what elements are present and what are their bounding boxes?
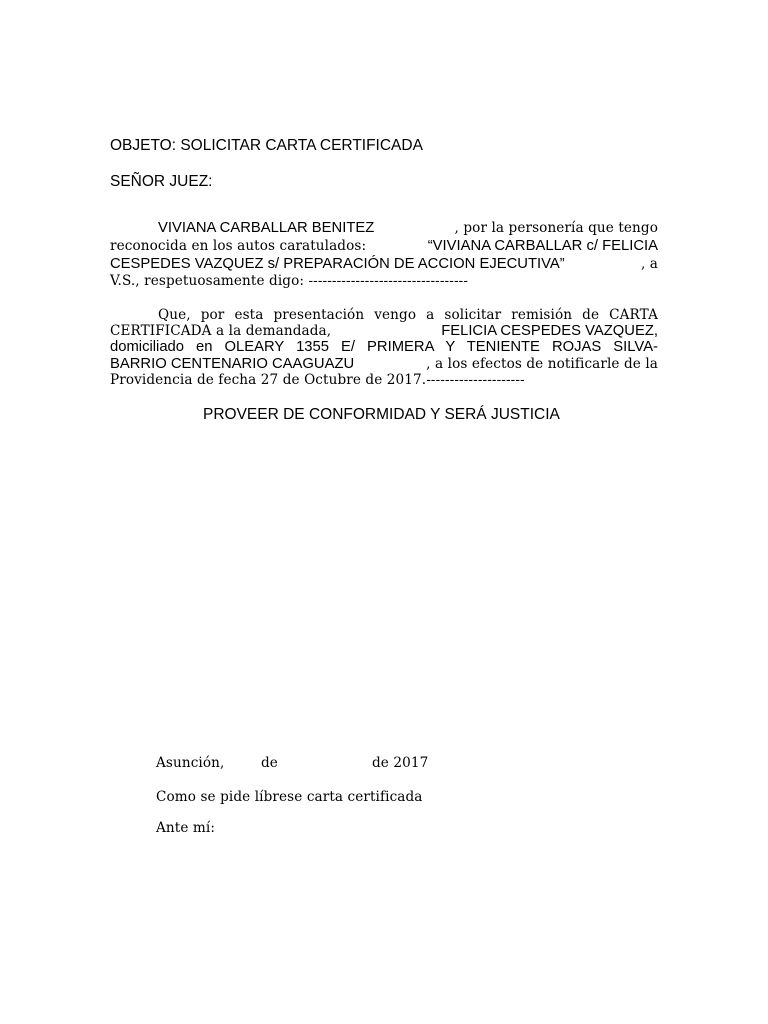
para1-line2	[110, 238, 658, 254]
para2-text-2: CERTIFICADA a la demandada,	[110, 323, 332, 339]
case-title-b: CESPEDES VAZQUEZ s/ PREPARACIÓN DE ACCION EJECUTIVA”	[110, 256, 565, 272]
subject-line: OBJETO: SOLICITAR CARTA CERTIFICADA	[110, 137, 423, 154]
date-year: de 2017	[372, 755, 429, 771]
para1-line3	[110, 256, 658, 272]
para2-text-4: Providencia de fecha 27 de Octubre de 2017.---------------------	[110, 372, 525, 388]
defendant-address-b: BARRIO CENTENARIO CAAGUAZU	[110, 356, 355, 372]
para1-line1	[158, 220, 658, 236]
closing-line: PROVEER DE CONFORMIDAD Y SERÁ JUSTICIA	[203, 406, 560, 423]
para1-text-2: reconocida en los autos caratulados:	[110, 238, 367, 254]
para1-text-4: V.S., respetuosamente digo: ----------------------------------	[110, 273, 469, 289]
petitioner-name: VIVIANA CARBALLAR BENITEZ	[158, 220, 375, 236]
date-place: Asunción,	[156, 755, 225, 771]
case-title-a: “VIVIANA CARBALLAR c/ FELICIA	[427, 238, 658, 254]
date-de: de	[261, 755, 278, 771]
para1-text-3: , a	[640, 256, 658, 272]
defendant-name: FELICIA CESPEDES VAZQUEZ,	[441, 323, 658, 339]
ante-mi: Ante mí:	[156, 820, 216, 836]
para2-line4	[110, 356, 658, 372]
court-order: Como se pide líbrese carta certificada	[156, 789, 423, 805]
para2-text-1: Que, por esta presentación vengo a solicitar remisión de CARTA	[158, 307, 658, 323]
salutation: SEÑOR JUEZ:	[110, 173, 213, 190]
para2-text-3: , a los efectos de notificarle de la	[426, 356, 658, 372]
para1-text-1: , por la personería que tengo	[454, 220, 658, 236]
defendant-address-a: domiciliado en OLEARY 1355 E/ PRIMERA Y TENIENTE ROJAS SILVA-	[110, 339, 658, 355]
para2-line2	[110, 323, 658, 339]
